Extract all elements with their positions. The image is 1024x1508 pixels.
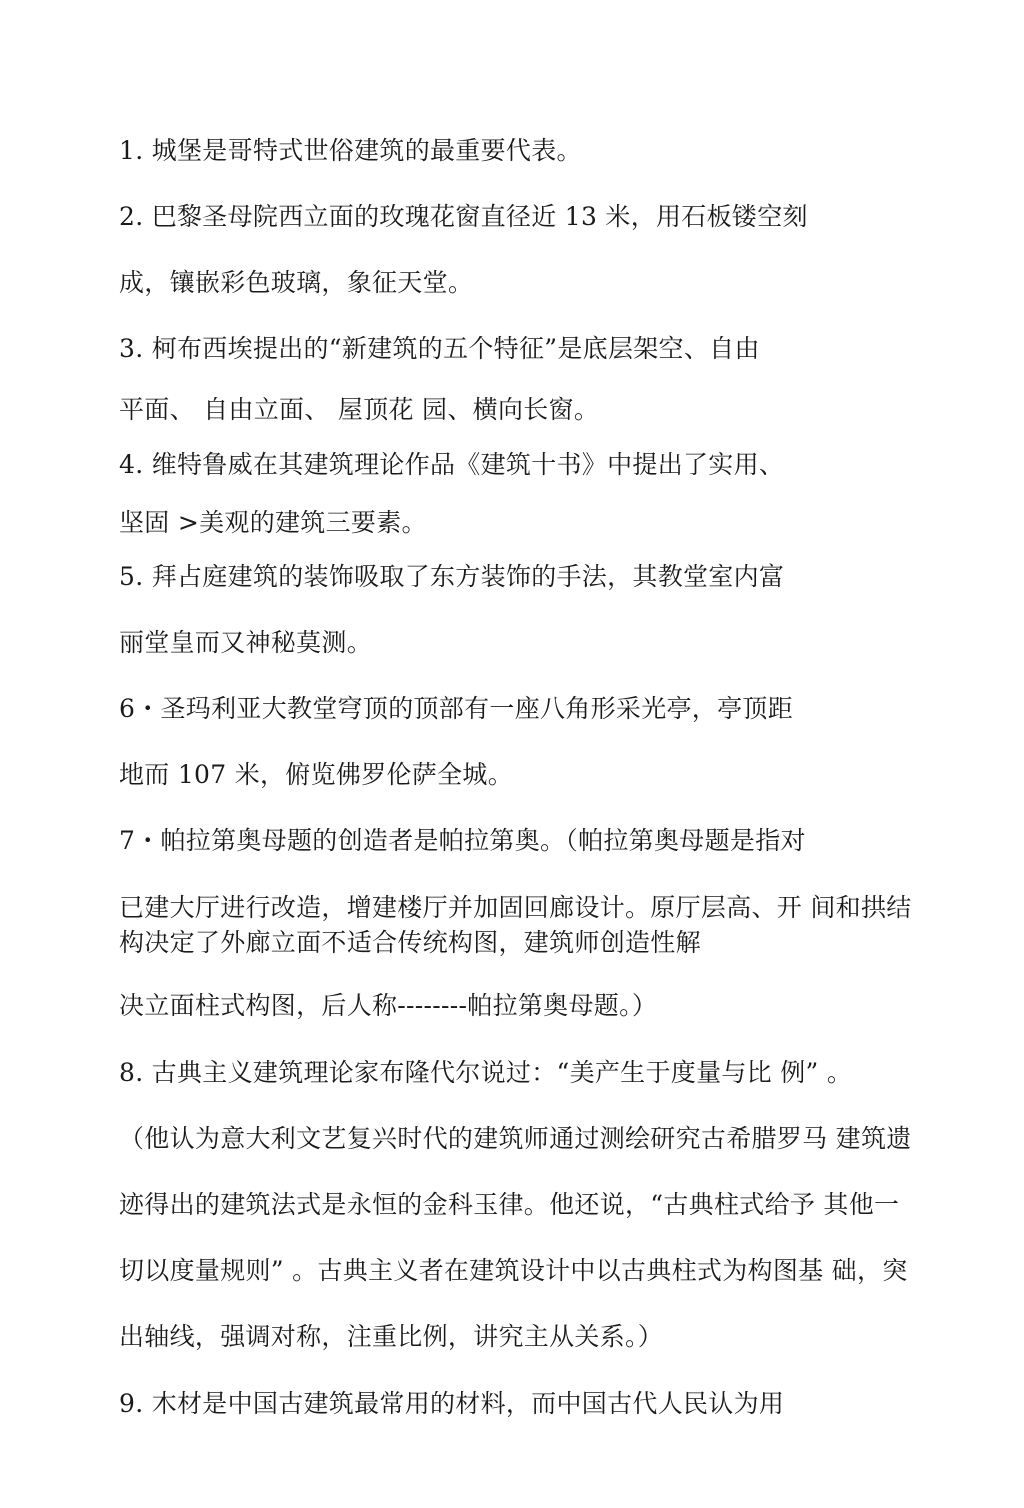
item-6-line-2: 地而 107 米，俯览佛罗伦萨全城。: [119, 760, 514, 789]
item-4-line-2: 坚固 >美观的建筑三要素。: [119, 508, 427, 537]
item-3-line-1: 3. 柯布西埃提出的“新建筑的五个特征”是底层架空、自由: [119, 334, 760, 363]
item-8-line-1: 8. 古典主义建筑理论家布隆代尔说过：“美产生于度量与比 例” 。: [119, 1058, 853, 1087]
item-8-line-3: 迹得出的建筑法式是永恒的金科玉律。他还说，“古典柱式给予 其他一: [119, 1190, 900, 1219]
item-2-line-1: 2. 巴黎圣母院西立面的玫瑰花窗直径近 13 米，用石板镂空刻: [119, 202, 808, 231]
item-4-line-1: 4. 维特鲁威在其建筑理论作品《建筑十书》中提出了实用、: [119, 450, 785, 479]
item-8-line-4: 切以度量规则” 。古典主义者在建筑设计中以古典柱式为构图基 础，突: [119, 1256, 908, 1285]
item-1-line-1: 1. 城堡是哥特式世俗建筑的最重要代表。: [119, 136, 582, 165]
item-5-line-2: 丽堂皇而又神秘莫测。: [119, 628, 373, 657]
item-7-line-3: 构决定了外廊立面不适合传统构图，建筑师创造性解: [119, 928, 701, 957]
item-5-line-1: 5. 拜占庭建筑的装饰吸取了东方装饰的手法，其教堂室内富: [119, 562, 785, 591]
item-8-line-5: 出轴线，强调对称，注重比例，讲究主从关系。）: [119, 1322, 664, 1351]
item-9-line-1: 9. 木材是中国古建筑最常用的材料，而中国古代人民认为用: [119, 1389, 785, 1418]
item-7-line-1: 7・帕拉第奥母题的创造者是帕拉第奥。（帕拉第奥母题是指对: [119, 826, 806, 855]
item-3-line-2: 平面、 自由立面、 屋顶花 园、横向长窗。: [119, 395, 600, 424]
item-6-line-1: 6・圣玛利亚大教堂穹顶的顶部有一座八角形采光亭，亭顶距: [119, 694, 794, 723]
item-7-line-4: 决立面柱式构图，后人称--------帕拉第奥母题。）: [119, 991, 658, 1020]
item-2-line-2: 成，镶嵌彩色玻璃，象征天堂。: [119, 268, 474, 297]
item-7-line-2: 已建大厅进行改造，增建楼厅并加固回廊设计。原厅层高、开 间和拱结: [119, 893, 912, 922]
item-8-line-2: （他认为意大利文艺复兴时代的建筑师通过测绘研究古希腊罗马 建筑遗: [119, 1124, 912, 1153]
